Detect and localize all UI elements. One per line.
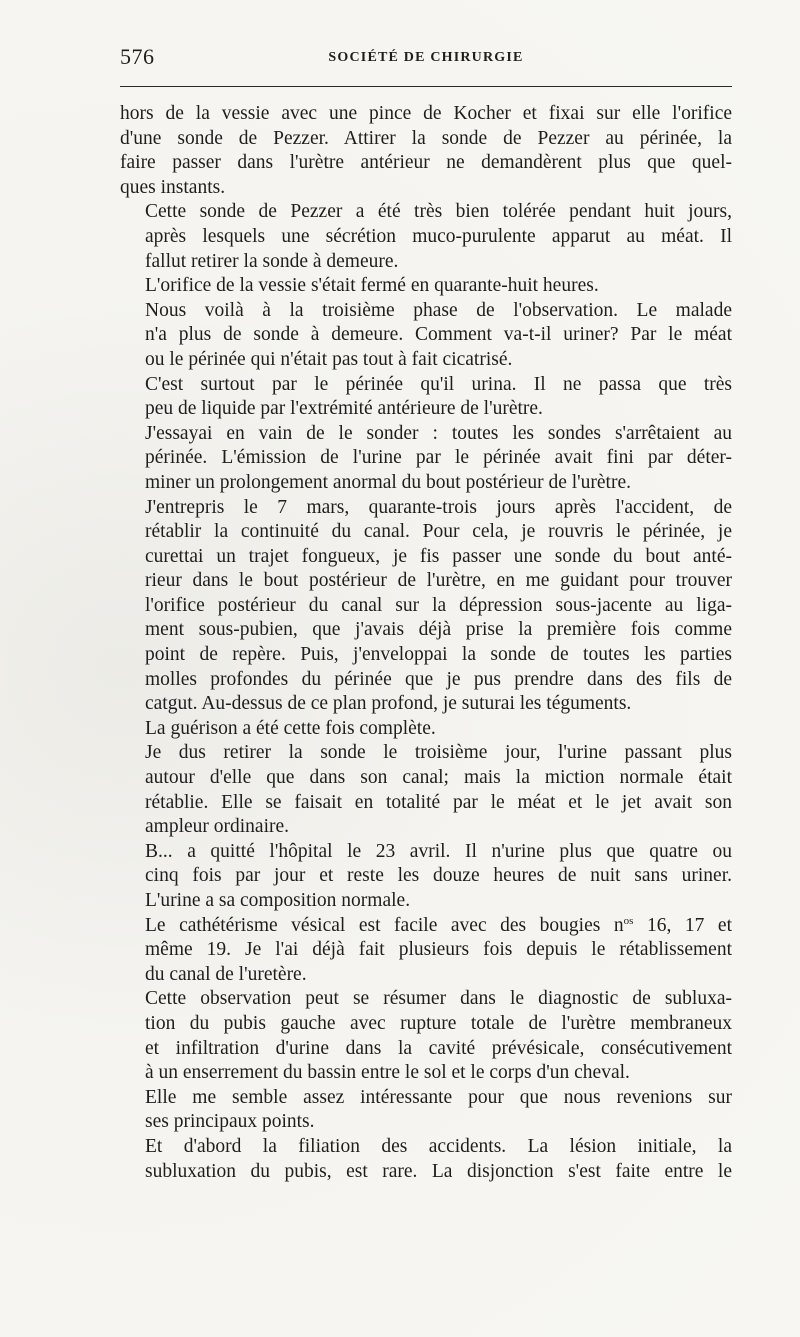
paragraph — [120, 299, 732, 373]
text-line: miner un prolongement anormal du bout postérieur de l'urètre. — [145, 471, 631, 493]
text-line: ou le périnée qui n'était pas tout à fait cicatrisé. — [145, 348, 513, 370]
text-line: curettai un trajet fongueux, je fis passer une sonde du bout anté- — [145, 545, 732, 567]
paragraph — [120, 741, 732, 839]
paragraph — [120, 1135, 732, 1184]
text-line: J'essayai en vain de le sonder : toutes les sondes s'arrêtaient au — [145, 422, 732, 444]
text-line: Cette observation peut se résumer dans le diagnostic de subluxa- — [145, 988, 732, 1010]
text-line: rétablir la continuité du canal. Pour cela, je rouvris le périnée, je — [145, 521, 732, 543]
text-line: ses principaux points. — [145, 1111, 315, 1133]
text-line: subluxation du pubis, est rare. La disjonction s'est faite entre le — [145, 1160, 732, 1182]
text-line: fallut retirer la sonde à demeure. — [145, 250, 399, 272]
text-line: C'est surtout par le périnée qu'il urina. Il ne passa que très — [145, 373, 732, 395]
paragraph — [120, 102, 732, 200]
text-line: Je dus retirer la sonde le troisième jour, l'urine passant plus — [145, 742, 732, 764]
paragraph — [120, 422, 732, 496]
text-line: peu de liquide par l'extrémité antérieure de l'urètre. — [145, 398, 543, 420]
paragraph — [120, 373, 732, 422]
text-line: molles profondes du périnée que je pus prendre dans des fils de — [145, 668, 732, 690]
paragraph — [120, 274, 732, 299]
text-line: tion du pubis gauche avec rupture totale de l'urètre membraneux — [145, 1012, 732, 1034]
text-line: point de repère. Puis, j'enveloppai la sonde de toutes les parties — [145, 644, 732, 666]
text-line: et infiltration d'urine dans la cavité prévésicale, consécutivement — [145, 1037, 732, 1059]
page-header — [120, 44, 732, 74]
text-line: Elle me semble assez intéressante pour que nous revenions sur — [145, 1086, 732, 1108]
paragraph — [120, 840, 732, 914]
paragraph — [120, 1086, 732, 1135]
text-line: cinq fois par jour et reste les douze heures de nuit sans uriner. — [145, 865, 732, 887]
text-line: périnée. L'émission de l'urine par le périnée avait fini par déter- — [145, 447, 732, 469]
text-line: catgut. Au-dessus de ce plan profond, je suturai les téguments. — [145, 693, 632, 715]
text-line: J'entrepris le 7 mars, quarante-trois jours après l'accident, de — [145, 496, 732, 518]
text-line: à un enserrement du bassin entre le sol et le corps d'un cheval. — [145, 1062, 630, 1084]
paragraph — [120, 717, 732, 742]
text-line: Le cathétérisme vésical est facile avec des bougies $n^{os}$ 16, 17 et — [145, 914, 732, 936]
text-line: n'a plus de sonde à demeure. Comment va-t-il uriner? Par le méat — [145, 324, 732, 346]
paragraph — [120, 987, 732, 1085]
paragraph — [120, 496, 732, 717]
text-line: B... a quitté l'hôpital le 23 avril. Il n'urine plus que quatre ou — [145, 840, 732, 862]
text-line: ques instants. — [120, 176, 226, 198]
text-line: d'une sonde de Pezzer. Attirer la sonde de Pezzer au périnée, la — [120, 127, 732, 149]
text-line: après lesquels une sécrétion muco-purulente apparut au méat. Il — [145, 225, 732, 247]
text-line: rieur dans le bout postérieur de l'urètre, en me guidant pour trouver — [145, 570, 732, 592]
text-line: ampleur ordinaire. — [145, 816, 290, 838]
text-line: Et d'abord la filiation des accidents. La lésion initiale, la — [145, 1135, 732, 1157]
text-line: l'orifice postérieur du canal sur la dépression sous-jacente au liga- — [145, 594, 732, 616]
text-line: du canal de l'uretère. — [145, 963, 307, 985]
body-text — [120, 102, 732, 1184]
running-head: SOCIÉTÉ DE CHIRURGIE — [328, 50, 524, 65]
text-line: Nous voilà à la troisième phase de l'observation. Le malade — [145, 299, 732, 321]
text-line: autour d'elle que dans son canal; mais la miction normale était — [145, 767, 732, 789]
text-line: rétablie. Elle se faisait en totalité par le méat et le jet avait son — [145, 791, 732, 813]
text-line: La guérison a été cette fois complète. — [145, 717, 436, 739]
page-number: 576 — [120, 44, 155, 69]
text-line: L'urine a sa composition normale. — [145, 890, 411, 911]
paragraph — [120, 200, 732, 274]
text-line: même 19. Je l'ai déjà fait plusieurs fois depuis le rétablissement — [145, 939, 732, 961]
text-line: faire passer dans l'urètre antérieur ne demandèrent plus que quel- — [120, 152, 732, 174]
text-line: ment sous-pubien, que j'avais déjà prise la première fois comme — [145, 619, 732, 641]
header-rule — [120, 86, 732, 87]
text-line: Cette sonde de Pezzer a été très bien tolérée pendant huit jours, — [145, 201, 732, 223]
paragraph — [120, 914, 732, 988]
text-line: hors de la vessie avec une pince de Kocher et fixai sur elle l'orifice — [120, 103, 732, 124]
text-line: L'orifice de la vessie s'était fermé en quarante-huit heures. — [145, 275, 599, 297]
